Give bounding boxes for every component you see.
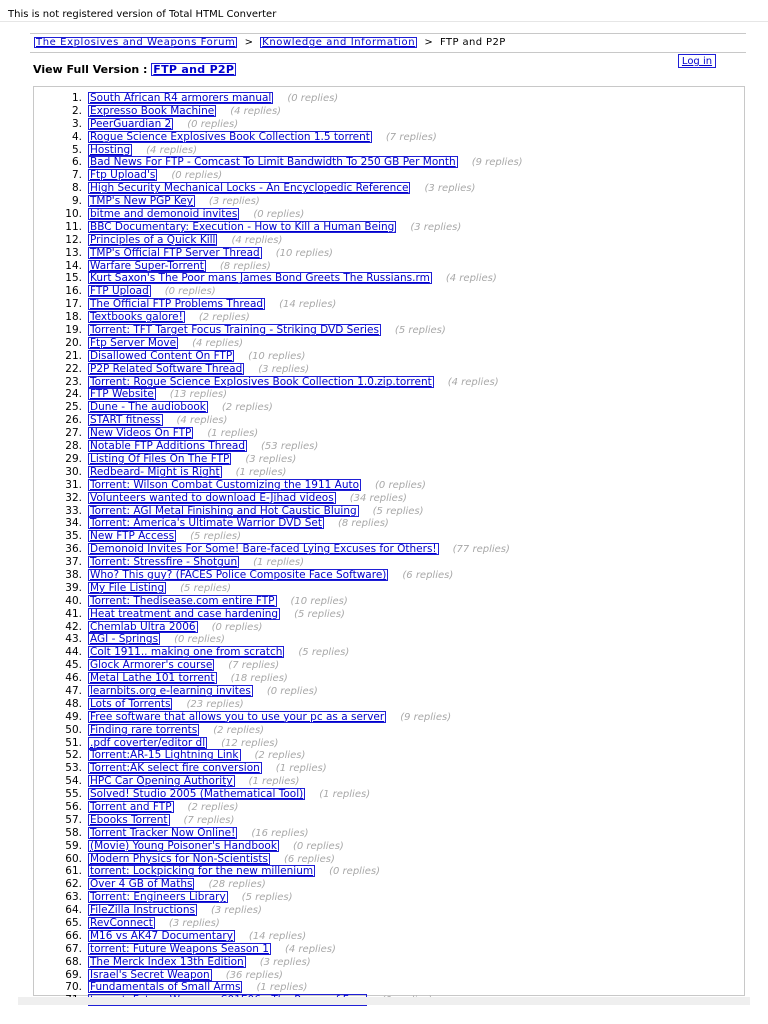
breadcrumb-forum-link[interactable]: The Explosives and Weapons Forum bbox=[36, 37, 236, 48]
thread-link[interactable]: TMP's Official FTP Server Thread bbox=[90, 246, 260, 259]
reply-count: (9 replies) bbox=[400, 711, 452, 723]
thread-number: 3. bbox=[71, 117, 82, 130]
thread-item bbox=[34, 195, 523, 208]
reply-count: (7 replies) bbox=[183, 814, 235, 826]
thread-link[interactable]: Torrent: AGI Metal Finishing and Hot Caustic Bluing bbox=[90, 504, 357, 517]
thread-link[interactable]: Glock Armorer's course bbox=[90, 659, 213, 672]
thread-number: 29. bbox=[65, 452, 82, 465]
thread-link[interactable]: Torrent: Rogue Science Explosives Book Collection 1.0.zip.torrent bbox=[90, 375, 432, 388]
thread-item bbox=[34, 556, 523, 569]
thread-link[interactable]: New Videos On FTP bbox=[90, 427, 192, 440]
thread-number: 45. bbox=[65, 659, 82, 672]
reply-count: (0 replies) bbox=[292, 840, 344, 852]
thread-number: 51. bbox=[65, 736, 82, 749]
reply-count: (4 replies) bbox=[176, 415, 228, 427]
thread-number: 28. bbox=[65, 440, 82, 453]
thread-link[interactable]: torrent: Lockpicking for the new millenium bbox=[90, 865, 314, 878]
reply-count: (0 replies) bbox=[266, 685, 318, 697]
thread-item bbox=[34, 324, 523, 337]
reply-count: (1 replies) bbox=[235, 466, 287, 478]
thread-link[interactable]: FTP Upload bbox=[90, 285, 149, 298]
reply-count: (1 replies) bbox=[275, 763, 327, 775]
thread-link[interactable]: Torrent: Engineers Library bbox=[90, 891, 226, 904]
thread-link[interactable]: Colt 1911.. making one from scratch bbox=[90, 646, 283, 659]
thread-link[interactable]: Solved! Studio 2005 (Mathematical Tool) bbox=[90, 788, 304, 801]
reply-count: (0 replies) bbox=[253, 209, 305, 221]
thread-number: 27. bbox=[65, 427, 82, 440]
thread-item bbox=[34, 917, 523, 930]
thread-item bbox=[34, 788, 523, 801]
thread-number: 5. bbox=[71, 143, 82, 156]
thread-item bbox=[34, 131, 523, 144]
reply-count: (12 replies) bbox=[221, 737, 279, 749]
thread-item bbox=[34, 981, 523, 994]
thread-link[interactable]: Metal Lathe 101 torrent bbox=[90, 672, 215, 685]
thread-item bbox=[34, 92, 523, 105]
reply-count: (8 replies) bbox=[219, 260, 271, 272]
thread-number: 30. bbox=[65, 465, 82, 478]
thread-item bbox=[34, 853, 523, 866]
thread-item bbox=[34, 814, 523, 827]
thread-item bbox=[34, 144, 523, 157]
thread-number: 48. bbox=[65, 697, 82, 710]
reply-count: (2 replies) bbox=[198, 312, 250, 324]
reply-count: (6 replies) bbox=[402, 569, 454, 581]
banner-divider bbox=[0, 21, 768, 22]
thread-link[interactable]: Torrent: Stressfire - Shotgun bbox=[90, 556, 238, 569]
reply-count: (7 replies) bbox=[228, 660, 280, 672]
thread-item bbox=[34, 595, 523, 608]
reply-count: (3 replies) bbox=[168, 918, 220, 929]
thread-link[interactable]: Ebooks Torrent bbox=[90, 813, 168, 826]
thread-item bbox=[34, 891, 523, 904]
thread-item bbox=[34, 762, 523, 775]
thread-link[interactable]: Kurt Saxon's The Poor mans James Bond Greets The Russians.rm bbox=[90, 272, 430, 285]
reply-count: (0 replies) bbox=[174, 634, 225, 646]
thread-item bbox=[34, 969, 523, 982]
thread-number: 37. bbox=[65, 556, 82, 569]
thread-link[interactable]: Heat treatment and case hardening bbox=[90, 607, 279, 620]
reply-count: (2 replies) bbox=[187, 801, 239, 813]
thread-link[interactable]: FileZilla Instructions bbox=[90, 904, 195, 917]
thread-item bbox=[34, 904, 523, 917]
thread-link[interactable]: (Movie) Young Poisoner's Handbook bbox=[90, 839, 277, 852]
thread-number: 49. bbox=[65, 710, 82, 723]
thread-item bbox=[34, 350, 523, 363]
thread-number: 44. bbox=[65, 646, 82, 659]
thread-number: 16. bbox=[65, 285, 82, 298]
thread-item bbox=[34, 337, 523, 350]
reply-count: (2 replies) bbox=[213, 724, 265, 736]
thread-item bbox=[34, 530, 523, 543]
thread-number: 63. bbox=[65, 891, 82, 904]
thread-item bbox=[34, 865, 523, 878]
thread-number: 32. bbox=[65, 491, 82, 504]
thread-item bbox=[34, 221, 523, 234]
reply-count: (2 replies) bbox=[254, 750, 306, 762]
thread-link[interactable]: Torrent: Thedisease.com entire FTP bbox=[90, 594, 275, 607]
thread-item bbox=[34, 659, 523, 672]
thread-number: 47. bbox=[65, 684, 82, 697]
reply-count: (9 replies) bbox=[471, 157, 523, 169]
reply-count: (10 replies) bbox=[290, 595, 348, 607]
reply-count: (7 replies) bbox=[385, 131, 437, 143]
reply-count: (3 replies) bbox=[410, 221, 462, 233]
thread-number: 67. bbox=[65, 942, 82, 955]
thread-number: 34. bbox=[65, 517, 82, 530]
thread-link[interactable]: Torrent: Wilson Combat Customizing the 1911 Auto bbox=[90, 478, 360, 491]
thread-number: 7. bbox=[71, 169, 82, 182]
breadcrumb-current: FTP and P2P bbox=[439, 37, 506, 48]
reply-count: (1 replies) bbox=[207, 428, 259, 440]
thread-item bbox=[34, 801, 523, 814]
thread-link[interactable]: Rogue Science Explosives Book Collection 1.5 torrent bbox=[90, 130, 370, 143]
thread-item bbox=[34, 775, 523, 788]
thread-item bbox=[34, 479, 523, 492]
thread-number: 62. bbox=[65, 878, 82, 891]
thread-link[interactable]: learnbits.org e-learning invites bbox=[90, 684, 251, 697]
thread-item bbox=[34, 930, 523, 943]
thread-link[interactable]: Torrent:AR-15 Lightning Link bbox=[90, 749, 239, 762]
thread-item bbox=[34, 569, 523, 582]
thread-link[interactable]: Torrent and FTP bbox=[90, 800, 172, 813]
full-version-heading bbox=[33, 63, 236, 77]
thread-link[interactable]: Who? This guy? (FACES Police Composite Face Software) bbox=[90, 568, 387, 581]
breadcrumb bbox=[30, 33, 746, 53]
reply-count: (53 replies) bbox=[261, 441, 319, 453]
thread-number: 13. bbox=[65, 246, 82, 259]
thread-number: 26. bbox=[65, 414, 82, 427]
breadcrumb-separator: > bbox=[244, 37, 253, 48]
thread-item bbox=[34, 672, 523, 685]
reply-count: (5 replies) bbox=[241, 892, 293, 904]
thread-number: 64. bbox=[65, 904, 82, 917]
thread-item bbox=[34, 118, 523, 131]
thread-link[interactable]: Lots of Torrents bbox=[90, 697, 171, 710]
thread-number: 1. bbox=[71, 92, 82, 104]
reply-count: (3 replies) bbox=[210, 905, 262, 917]
thread-number: 52. bbox=[65, 749, 82, 762]
thread-item bbox=[34, 737, 523, 750]
reply-count: (0 replies) bbox=[187, 118, 239, 130]
thread-link[interactable]: Hosting bbox=[90, 143, 131, 156]
reply-count: (1 replies) bbox=[248, 776, 300, 788]
reply-count: (0 replies) bbox=[211, 621, 263, 633]
thread-list-container bbox=[33, 86, 745, 996]
thread-number: 23. bbox=[65, 375, 82, 388]
thread-link[interactable]: My File Listing bbox=[90, 581, 165, 594]
thread-number: 59. bbox=[65, 839, 82, 852]
thread-link[interactable]: BBC Documentary: Execution - How to Kill a Human Being bbox=[90, 220, 395, 233]
thread-link[interactable]: FTP Website bbox=[90, 388, 154, 401]
reply-count: (5 replies) bbox=[394, 325, 446, 337]
thread-number: 40. bbox=[65, 594, 82, 607]
reply-count: (8 replies) bbox=[337, 518, 389, 530]
thread-item bbox=[34, 414, 523, 427]
thread-number: 17. bbox=[65, 298, 82, 311]
thread-link[interactable]: Torrent Tracker Now Online! bbox=[90, 826, 236, 839]
full-version-label: View Full Version : bbox=[33, 63, 148, 76]
thread-item bbox=[34, 376, 523, 389]
thread-item bbox=[34, 401, 523, 414]
thread-link[interactable]: The Merck Index 13th Edition bbox=[90, 955, 244, 968]
thread-link[interactable]: Torrent: America's Ultimate Warrior DVD Set bbox=[90, 517, 322, 530]
thread-number: 33. bbox=[65, 504, 82, 517]
thread-number: 42. bbox=[65, 620, 82, 633]
reply-count: (1 replies) bbox=[319, 789, 371, 801]
reply-count: (10 replies) bbox=[248, 350, 306, 362]
thread-link[interactable]: Expresso Book Machine bbox=[90, 104, 215, 117]
thread-item bbox=[34, 285, 523, 298]
thread-item bbox=[34, 311, 523, 324]
thread-link[interactable]: RevConnect bbox=[90, 917, 153, 929]
thread-item bbox=[34, 943, 523, 956]
thread-number: 38. bbox=[65, 568, 82, 581]
thread-number: 20. bbox=[65, 336, 82, 349]
thread-number: 25. bbox=[65, 401, 82, 414]
thread-item bbox=[34, 466, 523, 479]
reply-count: (13 replies) bbox=[169, 389, 228, 401]
thread-item bbox=[34, 156, 523, 169]
reply-count: (0 replies) bbox=[287, 93, 339, 104]
thread-item bbox=[34, 840, 523, 853]
reply-count: (1 replies) bbox=[253, 557, 304, 569]
thread-number: 46. bbox=[65, 672, 82, 685]
reply-count: (6 replies) bbox=[283, 853, 335, 865]
thread-number: 65. bbox=[65, 917, 82, 929]
thread-link[interactable]: Torrent: TFT Target Focus Training - Striking DVD Series bbox=[90, 324, 379, 337]
reply-count: (3 replies) bbox=[424, 183, 476, 195]
thread-item bbox=[34, 827, 523, 840]
thread-item bbox=[34, 260, 523, 273]
thread-link[interactable]: Redbeard- Might is Right bbox=[90, 465, 220, 478]
thread-item bbox=[34, 505, 523, 518]
reply-count: (1 replies) bbox=[256, 982, 308, 994]
thread-link[interactable]: Fundamentals of Small Arms bbox=[90, 981, 241, 994]
thread-number: 56. bbox=[65, 800, 82, 813]
thread-link[interactable]: Warfare Super-Torrent bbox=[90, 259, 204, 272]
full-version-link[interactable]: FTP and P2P bbox=[153, 63, 235, 76]
thread-number: 4. bbox=[71, 130, 82, 143]
thread-number: 19. bbox=[65, 324, 82, 337]
reply-count: (5 replies) bbox=[180, 582, 231, 594]
thread-number: 39. bbox=[65, 581, 82, 594]
thread-number: 31. bbox=[65, 478, 82, 491]
reply-count: (3 replies) bbox=[258, 363, 310, 375]
thread-item bbox=[34, 492, 523, 505]
thread-list bbox=[34, 92, 523, 1007]
reply-count: (18 replies) bbox=[230, 673, 288, 685]
reply-count: (4 replies) bbox=[146, 144, 198, 156]
thread-number: 41. bbox=[65, 607, 82, 620]
thread-item bbox=[34, 517, 523, 530]
thread-link[interactable]: Ftp Server Move bbox=[90, 336, 177, 349]
thread-number: 8. bbox=[71, 182, 82, 195]
thread-number: 14. bbox=[65, 259, 82, 272]
thread-number: 68. bbox=[65, 955, 82, 968]
thread-item bbox=[34, 208, 523, 221]
thread-number: 69. bbox=[65, 968, 82, 981]
thread-link[interactable]: HPC Car Opening Authority bbox=[90, 775, 233, 788]
thread-link[interactable]: Disallowed Content On FTP bbox=[90, 349, 233, 362]
reply-count: (5 replies) bbox=[372, 505, 424, 517]
thread-link[interactable]: P2P Related Software Thread bbox=[90, 362, 243, 375]
thread-link[interactable]: torrent: Future Weapons Season 1 bbox=[90, 942, 269, 955]
thread-number: 61. bbox=[65, 865, 82, 878]
thread-item bbox=[34, 440, 523, 453]
thread-number: 11. bbox=[65, 220, 82, 233]
reply-count: (5 replies) bbox=[298, 647, 350, 659]
thread-link[interactable]: Torrent:AK select fire conversion bbox=[90, 762, 260, 775]
thread-link[interactable]: Free software that allows you to use your pc as a server bbox=[90, 710, 385, 723]
thread-number: 10. bbox=[65, 208, 82, 221]
thread-link[interactable]: AGI - Springs bbox=[90, 633, 159, 646]
thread-item bbox=[34, 878, 523, 891]
thread-link[interactable]: Finding rare torrents bbox=[90, 723, 198, 736]
thread-number: 70. bbox=[65, 981, 82, 994]
reply-count: (4 replies) bbox=[230, 105, 282, 117]
unregistered-banner: This is not registered version of Total HTML Converter bbox=[8, 9, 277, 20]
thread-item bbox=[34, 105, 523, 118]
thread-item bbox=[34, 453, 523, 466]
thread-item bbox=[34, 169, 523, 182]
thread-number: 15. bbox=[65, 272, 82, 285]
thread-number: 12. bbox=[65, 233, 82, 246]
thread-link[interactable]: Listing Of Files On The FTP bbox=[90, 452, 230, 465]
thread-item bbox=[34, 388, 523, 401]
reply-count: (10 replies) bbox=[275, 247, 333, 259]
thread-link[interactable]: M16 vs AK47 Documentary bbox=[90, 929, 233, 942]
thread-item bbox=[34, 698, 523, 711]
thread-item bbox=[34, 363, 523, 376]
reply-count: (14 replies) bbox=[279, 299, 337, 311]
thread-item bbox=[34, 646, 523, 659]
thread-link[interactable]: Bad News For FTP - Comcast To Limit Bandwidth To 250 GB Per Month bbox=[90, 156, 456, 169]
thread-link[interactable]: bitme and demonoid invites bbox=[90, 208, 238, 221]
thread-link[interactable]: Volunteers wanted to download E-Jihad videos bbox=[90, 491, 334, 504]
reply-count: (14 replies) bbox=[248, 930, 307, 942]
reply-count: (3 replies) bbox=[259, 956, 311, 968]
reply-count: (36 replies) bbox=[225, 969, 283, 981]
reply-count: (4 replies) bbox=[447, 376, 499, 388]
thread-number: 60. bbox=[65, 852, 82, 865]
login-link[interactable]: Log in bbox=[678, 54, 716, 68]
thread-item bbox=[34, 182, 523, 195]
thread-number: 9. bbox=[71, 195, 82, 208]
thread-number: 43. bbox=[65, 633, 82, 646]
thread-link[interactable]: Israel's Secret Weapon bbox=[90, 968, 210, 981]
thread-link[interactable]: PeerGuardian 2 bbox=[90, 117, 172, 130]
thread-item bbox=[34, 582, 523, 595]
horizontal-scrollbar[interactable] bbox=[18, 997, 750, 1005]
thread-link[interactable]: South African R4 armorers manual bbox=[90, 92, 272, 104]
thread-link[interactable]: Dune - The audiobook bbox=[90, 401, 206, 414]
thread-number: 53. bbox=[65, 762, 82, 775]
reply-count: (4 replies) bbox=[284, 943, 336, 955]
thread-item bbox=[34, 298, 523, 311]
thread-number: 6. bbox=[71, 156, 82, 169]
thread-link[interactable]: Over 4 GB of Maths bbox=[90, 878, 193, 891]
reply-count: (0 replies) bbox=[329, 866, 380, 878]
breadcrumb-section-link[interactable]: Knowledge and Information bbox=[262, 37, 416, 48]
thread-item bbox=[34, 749, 523, 762]
thread-number: 58. bbox=[65, 826, 82, 839]
reply-count: (0 replies) bbox=[375, 479, 426, 491]
reply-count: (28 replies) bbox=[208, 879, 266, 891]
thread-item bbox=[34, 621, 523, 634]
thread-link[interactable]: Principles of a Quick Kill bbox=[90, 233, 216, 246]
reply-count: (5 replies) bbox=[190, 531, 241, 543]
thread-link[interactable]: Modern Physics for Non-Scientists bbox=[90, 852, 268, 865]
breadcrumb-separator: > bbox=[424, 37, 433, 48]
reply-count: (2 replies) bbox=[221, 402, 273, 414]
thread-item bbox=[34, 234, 523, 247]
thread-link[interactable]: Notable FTP Additions Thread bbox=[90, 440, 246, 453]
thread-item bbox=[34, 543, 523, 556]
reply-count: (0 replies) bbox=[164, 286, 216, 298]
thread-item bbox=[34, 272, 523, 285]
thread-item bbox=[34, 956, 523, 969]
reply-count: (5 replies) bbox=[294, 608, 345, 620]
thread-link[interactable]: High Security Mechanical Locks - An Encyclopedic Reference bbox=[90, 182, 409, 195]
thread-link[interactable]: The Official FTP Problems Thread bbox=[90, 298, 264, 311]
thread-link[interactable]: .pdf coverter/editor dl bbox=[90, 736, 206, 749]
thread-number: 18. bbox=[65, 311, 82, 324]
thread-number: 24. bbox=[65, 388, 82, 401]
reply-count: (77 replies) bbox=[452, 544, 510, 556]
thread-number: 35. bbox=[65, 530, 82, 543]
reply-count: (16 replies) bbox=[251, 827, 309, 839]
thread-number: 2. bbox=[71, 104, 82, 117]
reply-count: (23 replies) bbox=[186, 698, 244, 710]
thread-item bbox=[34, 247, 523, 260]
thread-number: 66. bbox=[65, 929, 82, 942]
reply-count: (0 replies) bbox=[171, 170, 223, 182]
thread-number: 22. bbox=[65, 362, 82, 375]
thread-item bbox=[34, 608, 523, 621]
thread-item bbox=[34, 685, 523, 698]
thread-number: 36. bbox=[65, 543, 82, 556]
thread-number: 57. bbox=[65, 813, 82, 826]
thread-link[interactable]: Demonoid Invites For Some! Bare-faced Lying Excuses for Others! bbox=[90, 543, 437, 556]
thread-item bbox=[34, 633, 523, 646]
reply-count: (4 replies) bbox=[445, 273, 497, 285]
thread-item bbox=[34, 724, 523, 737]
thread-link[interactable]: Chemlab Ultra 2006 bbox=[90, 620, 196, 633]
reply-count: (4 replies) bbox=[231, 234, 283, 246]
thread-number: 54. bbox=[65, 775, 82, 788]
thread-item bbox=[34, 427, 523, 440]
thread-link[interactable]: START fitness bbox=[90, 414, 161, 427]
thread-link[interactable]: TMP's New PGP Key bbox=[90, 195, 193, 208]
thread-number: 55. bbox=[65, 788, 82, 801]
thread-link[interactable]: New FTP Access bbox=[90, 530, 175, 543]
thread-item bbox=[34, 711, 523, 724]
thread-link[interactable]: Ftp Upload's bbox=[90, 169, 156, 182]
reply-count: (3 replies) bbox=[208, 196, 260, 208]
thread-number: 50. bbox=[65, 723, 82, 736]
thread-number: 21. bbox=[65, 349, 82, 362]
reply-count: (34 replies) bbox=[349, 492, 407, 504]
thread-link[interactable]: Textbooks galore! bbox=[90, 311, 183, 324]
reply-count: (4 replies) bbox=[192, 337, 243, 349]
reply-count: (3 replies) bbox=[245, 453, 297, 465]
